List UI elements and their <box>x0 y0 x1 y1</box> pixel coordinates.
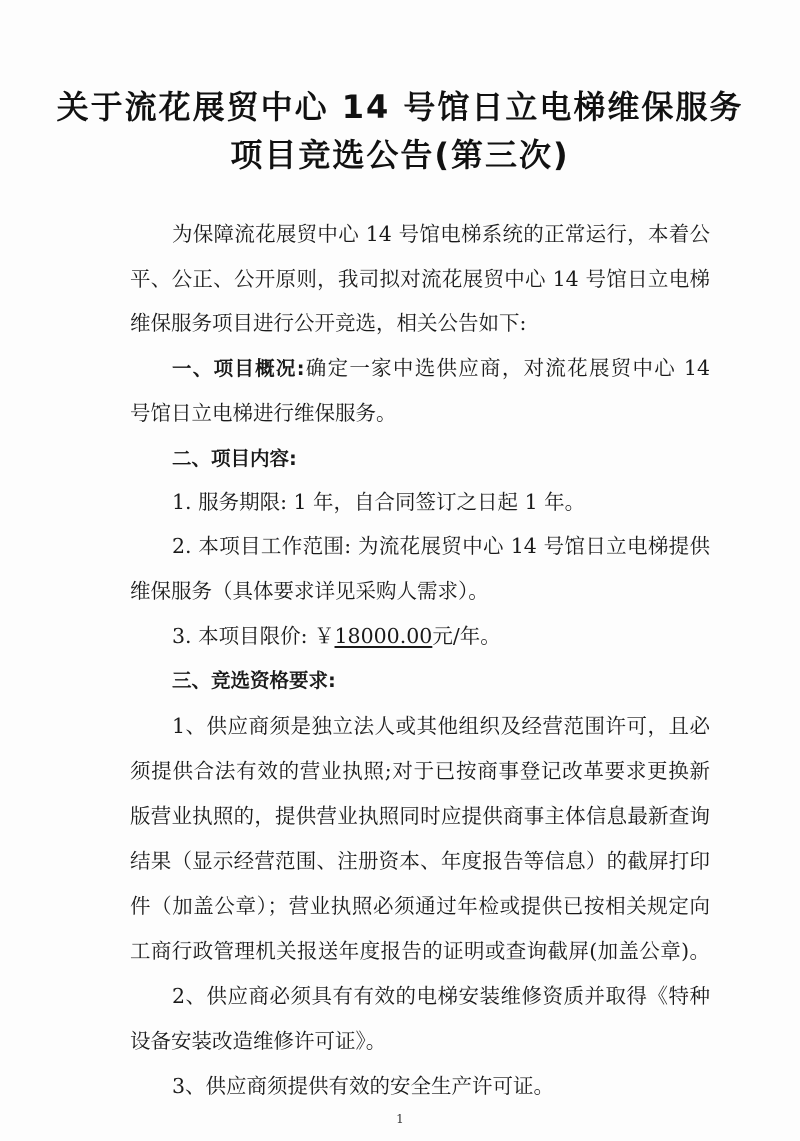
section2-item2-line1: 2. 本项目工作范围: 为流花展贸中心 14 号馆日立电梯提供 <box>172 534 710 558</box>
section2-item3 <box>172 622 710 650</box>
intro-line-2: 平、公正、公开原则，我司拟对流花展贸中心 14 号馆日立电梯 <box>130 267 710 291</box>
section2-heading: 二、项目内容: <box>172 447 297 470</box>
req1-line-5: 件（加盖公章）；营业执照必须通过年检或提供已按相关规定向 <box>130 894 710 918</box>
intro-line-3: 维保服务项目进行公开竞选，相关公告如下: <box>130 311 527 335</box>
page-number: 1 <box>396 1112 404 1126</box>
price-suffix: 元/年。 <box>432 624 501 648</box>
section2-item2-line2: 维保服务（具体要求详见采购人需求）。 <box>130 579 489 603</box>
intro-line-1: 为保障流花展贸中心 14 号馆电梯系统的正常运行，本着公 <box>172 222 710 246</box>
req3-line: 3、供应商须提供有效的安全生产许可证。 <box>172 1074 555 1098</box>
req1-line-4: 结果（显示经营范围、注册资本、年度报告等信息）的截屏打印 <box>130 849 710 873</box>
section1-line-1 <box>172 354 710 383</box>
req2-line-1: 2、供应商必须具有有效的电梯安装维修资质并取得《特种 <box>172 984 710 1008</box>
section2-item1: 1. 服务期限: 1 年，自合同签订之日起 1 年。 <box>172 490 586 514</box>
price-amount: 18000.00 <box>334 624 433 648</box>
document-title-line2: 项目竞选公告(第三次) <box>230 136 570 174</box>
document-title-line1: 关于流花展贸中心 14 号馆日立电梯维保服务 <box>56 88 744 126</box>
req1-line-1: 1、供应商须是独立法人或其他组织及经营范围许可，且必 <box>172 714 710 738</box>
section1-line-2: 号馆日立电梯进行维保服务。 <box>130 401 397 425</box>
price-prefix: 3. 本项目限价: ￥ <box>172 624 335 648</box>
section3-heading: 三、竞选资格要求: <box>172 669 336 692</box>
req1-line-6: 工商行政管理机关报送年度报告的证明或查询截屏(加盖公章)。 <box>130 939 710 963</box>
req1-line-3: 版营业执照的，提供营业执照同时应提供商事主体信息最新查询 <box>130 804 710 828</box>
req2-line-2: 设备安装改造维修许可证》。 <box>130 1029 387 1053</box>
req1-line-2: 须提供合法有效的营业执照;对于已按商事登记改革要求更换新 <box>130 759 710 783</box>
section1-heading: 一、项目概况: <box>172 357 305 380</box>
section1-text-first: 确定一家中选供应商，对流花展贸中心 14 <box>304 356 710 380</box>
